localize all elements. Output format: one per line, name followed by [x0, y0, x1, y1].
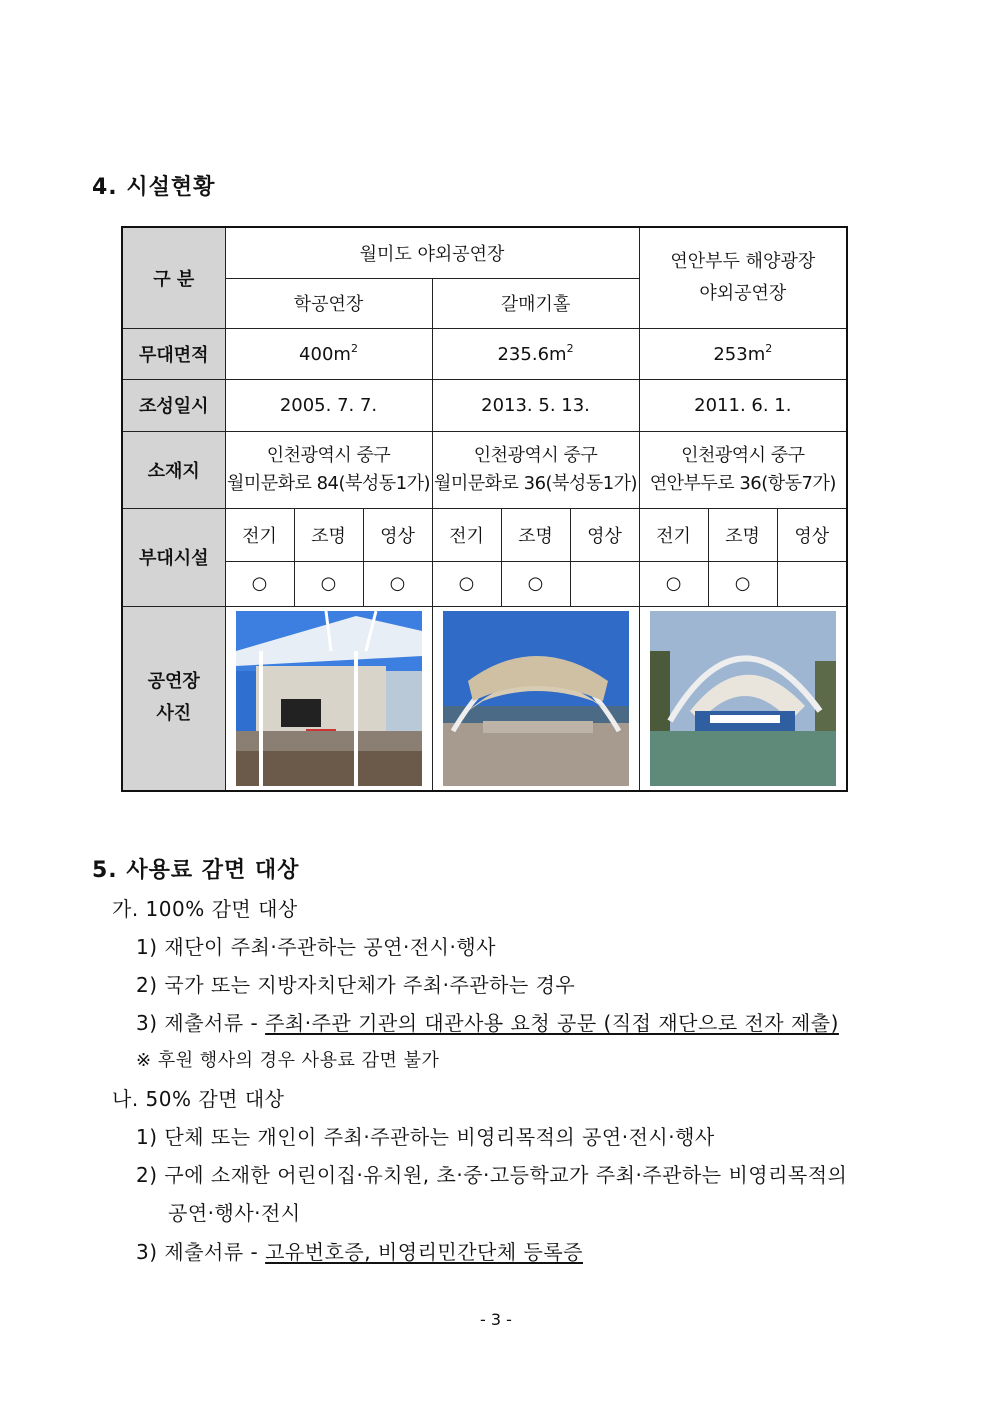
area-cell: $235.6m^2$ — [432, 328, 639, 379]
facility-type-cell: 조명 — [501, 508, 570, 561]
half-exemption-item-2: 2) 구에 소재한 어린이집·유치원, 초·중·고등학교가 주최·주관하는 비영리목적의 — [136, 1163, 848, 1187]
full-exemption-item-3 — [136, 1007, 839, 1036]
venue2-header: 갈매기홀 — [432, 278, 639, 328]
facility-type-cell: 전기 — [432, 508, 501, 561]
gull-hall-photo — [443, 611, 629, 786]
label-header-cell: 구 분 — [122, 227, 225, 328]
page-number: - 3 - — [480, 1310, 512, 1329]
section5-heading: 5. 사용료 감면 대상 — [92, 858, 300, 883]
half-exemption-item-2-cont: 공연·행사·전시 — [168, 1201, 301, 1225]
half-exemption-title: 나. 50% 감면 대상 — [112, 1087, 285, 1111]
facility-type-cell: 영상 — [363, 508, 432, 561]
coastal-plaza-stage-photo — [650, 611, 836, 786]
full-exemption-item-2: 2) 국가 또는 지방자치단체가 주최·주관하는 경우 — [136, 973, 576, 997]
facility-type-cell: 영상 — [570, 508, 639, 561]
photo-cell — [225, 606, 432, 791]
location-cell: 인천광역시 중구 월미문화로 84(북성동1가) — [225, 431, 432, 508]
venue3-header: 연안부두 해양광장 야외공연장 — [639, 227, 847, 328]
sponsorship-note: ※ 후원 행사의 경우 사용료 감면 불가 — [136, 1050, 440, 1071]
facility-mark-cell: ○ — [708, 561, 777, 606]
location-cell: 인천광역시 중구 월미문화로 36(북성동1가) — [432, 431, 639, 508]
area-cell: $253m^2$ — [639, 328, 847, 379]
required-documents: 고유번호증, 비영리민간단체 등록증 — [265, 1240, 583, 1264]
facility-mark-cell: ○ — [363, 561, 432, 606]
facility-type-cell: 전기 — [225, 508, 294, 561]
facility-type-cell: 조명 — [294, 508, 363, 561]
facility-mark-cell: ○ — [225, 561, 294, 606]
facility-mark-cell: ○ — [639, 561, 708, 606]
full-exemption-item-1: 1) 재단이 주최·주관하는 공연·전시·행사 — [136, 935, 496, 959]
facility-mark-cell: ○ — [432, 561, 501, 606]
facility-mark-cell: ○ — [294, 561, 363, 606]
documents-prefix: 3) 제출서류 - — [136, 1240, 266, 1264]
wolmido-group-header: 월미도 야외공연장 — [225, 227, 639, 278]
hak-stage-photo — [236, 611, 422, 786]
required-documents: 주최·주관 기관의 대관사용 요청 공문 (직접 재단으로 전자 제출) — [265, 1011, 839, 1035]
section4-heading: 4. 시설현황 — [92, 175, 216, 200]
date-cell: 2011. 6. 1. — [639, 379, 847, 431]
location-cell: 인천광역시 중구 연안부두로 36(항동7가) — [639, 431, 847, 508]
half-exemption-item-3 — [136, 1236, 583, 1265]
venue1-header: 학공연장 — [225, 278, 432, 328]
photo-cell — [639, 606, 847, 791]
location-label: 소재지 — [122, 431, 225, 508]
documents-prefix: 3) 제출서류 - — [136, 1011, 266, 1035]
half-exemption-item-1: 1) 단체 또는 개인이 주최·주관하는 비영리목적의 공연·전시·행사 — [136, 1125, 715, 1149]
facility-mark-cell — [570, 561, 639, 606]
area-cell: $400m^2$ — [225, 328, 432, 379]
photo-label: 공연장 사진 — [122, 606, 225, 791]
date-label: 조성일시 — [122, 379, 225, 431]
facility-table — [121, 226, 848, 792]
facility-type-cell: 전기 — [639, 508, 708, 561]
date-cell: 2013. 5. 13. — [432, 379, 639, 431]
photo-cell — [432, 606, 639, 791]
facility-mark-cell — [777, 561, 847, 606]
area-label: 무대면적 — [122, 328, 225, 379]
full-exemption-title: 가. 100% 감면 대상 — [112, 897, 298, 921]
facility-type-cell: 조명 — [708, 508, 777, 561]
facility-label: 부대시설 — [122, 508, 225, 606]
facility-type-cell: 영상 — [777, 508, 847, 561]
date-cell: 2005. 7. 7. — [225, 379, 432, 431]
facility-mark-cell: ○ — [501, 561, 570, 606]
